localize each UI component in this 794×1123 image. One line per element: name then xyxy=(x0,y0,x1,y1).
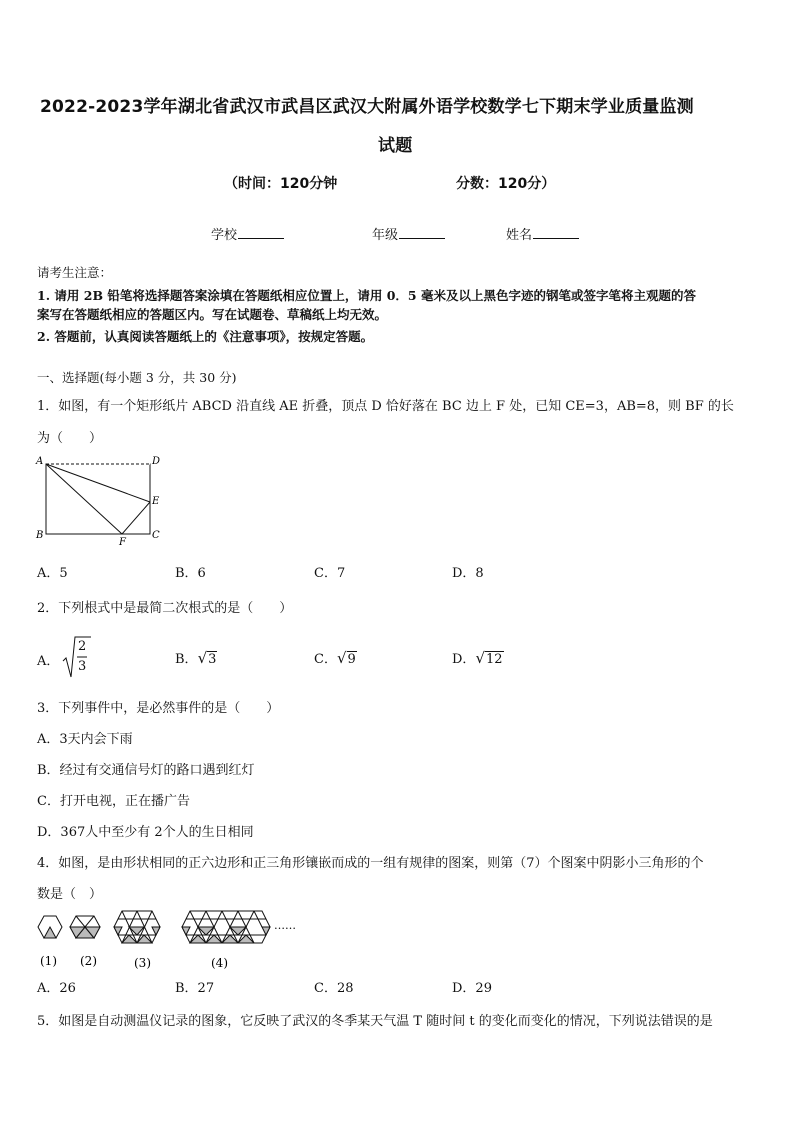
sqrt-icon: √ xyxy=(336,649,347,667)
notice-heading: 请考生注意： xyxy=(37,265,113,280)
q1-option-c[interactable]: C．7 xyxy=(314,566,346,581)
line-af xyxy=(46,464,122,534)
q3-option-a[interactable]: A．3天内会下雨 xyxy=(37,732,133,747)
label-d: D xyxy=(152,456,161,467)
sqrt-icon: √ xyxy=(475,649,485,667)
q1-option-a[interactable]: A．5 xyxy=(37,566,68,581)
name-label: 姓名 xyxy=(506,228,533,243)
sqrt-icon: √ xyxy=(197,649,208,667)
q4-hexagon-pattern-figure xyxy=(34,905,304,975)
label-a: A xyxy=(36,456,44,467)
q1-stem-cont: 为（ ） xyxy=(37,431,103,446)
pattern-label-1: (1) xyxy=(40,954,57,968)
q3-option-c[interactable]: C．打开电视，正在播广告 xyxy=(37,794,190,809)
q1-stem: 1．如图，有一个矩形纸片 ABCD 沿直线 AE 折叠，顶点 D 恰好落在 BC 边上 F 处，已知 CE=3，AB=8，则 BF 的长 xyxy=(37,399,734,414)
notice-item-1-cont: 案写在答题纸相应的答题区内。写在试题卷、草稿纸上均无效。 xyxy=(37,307,388,322)
line-ae xyxy=(46,464,150,502)
q4-stem: 4．如图，是由形状相同的正六边形和正三角形镶嵌而成的一组有规律的图案，则第（7）个图案中阴影小三角形的个 xyxy=(37,856,704,871)
q2-stem: 2．下列根式中是最简二次根式的是（ ） xyxy=(37,601,293,616)
label-c: C xyxy=(152,530,160,541)
name-field[interactable] xyxy=(506,224,579,243)
q3-stem: 3．下列事件中，是必然事件的是（ ） xyxy=(37,701,280,716)
q5-stem: 5．如图是自动测温仪记录的图象，它反映了武汉的冬季某天气温 T 随时间 t 的变化而变化的情况，下列说法错误的是 xyxy=(37,1014,713,1029)
pattern-ellipsis: …… xyxy=(274,919,296,932)
notice-item-2: 2. 答题前，认真阅读答题纸上的《注意事项》，按规定答题。 xyxy=(37,329,374,344)
label-f: F xyxy=(119,537,126,547)
sqrt-fraction-icon xyxy=(61,633,93,681)
q2-option-b[interactable]: B．√3 xyxy=(175,649,217,667)
pattern-label-4: (4) xyxy=(211,956,228,970)
shaded-triangle xyxy=(44,927,56,938)
notice-item-1: 1. 请用 2B 铅笔将选择题答案涂填在答题纸相应位置上，请用 0．5 毫米及以上黑色字迹的钢笔或签字笔将主观题的答 xyxy=(37,288,696,303)
school-blank[interactable] xyxy=(238,226,284,239)
grade-blank[interactable] xyxy=(399,226,445,239)
q1-option-b[interactable]: B．6 xyxy=(175,566,206,581)
q1-option-d[interactable]: D．8 xyxy=(452,566,484,581)
section-heading: 一、选择题(每小题 3 分，共 30 分) xyxy=(37,370,237,385)
q4-option-c[interactable]: C．28 xyxy=(314,981,354,996)
label-e: E xyxy=(152,496,160,507)
q1-rectangle-figure xyxy=(30,452,170,547)
rectangle-abcd xyxy=(46,464,150,534)
q3-option-d[interactable]: D．367人中至少有 2个人的生日相同 xyxy=(37,825,254,840)
page-title: 2022-2023学年湖北省武汉市武昌区武汉大附属外语学校数学七下期末学业质量监测 xyxy=(40,97,694,117)
name-blank[interactable] xyxy=(533,226,579,239)
q4-option-b[interactable]: B．27 xyxy=(175,981,215,996)
exam-score: 分数：120分） xyxy=(456,176,556,192)
school-label: 学校 xyxy=(211,228,238,243)
label-b: B xyxy=(36,530,44,541)
page-title-line2: 试题 xyxy=(378,136,413,156)
q3-option-b[interactable]: B．经过有交通信号灯的路口遇到红灯 xyxy=(37,763,255,778)
q2-option-c[interactable]: C．√9 xyxy=(314,649,356,667)
line-fe xyxy=(122,502,150,534)
pattern-label-3: (3) xyxy=(134,956,151,970)
grade-field[interactable] xyxy=(372,224,445,243)
grade-label: 年级 xyxy=(372,228,399,243)
q2-option-d[interactable]: D．√12 xyxy=(452,649,503,667)
school-field[interactable] xyxy=(211,224,284,243)
q4-option-d[interactable]: D．29 xyxy=(452,981,492,996)
q4-option-a[interactable]: A．26 xyxy=(37,981,76,996)
exam-time: （时间：120分钟 xyxy=(224,176,338,192)
pattern-label-2: (2) xyxy=(80,954,97,968)
q4-stem-cont: 数是（ ） xyxy=(37,887,103,902)
